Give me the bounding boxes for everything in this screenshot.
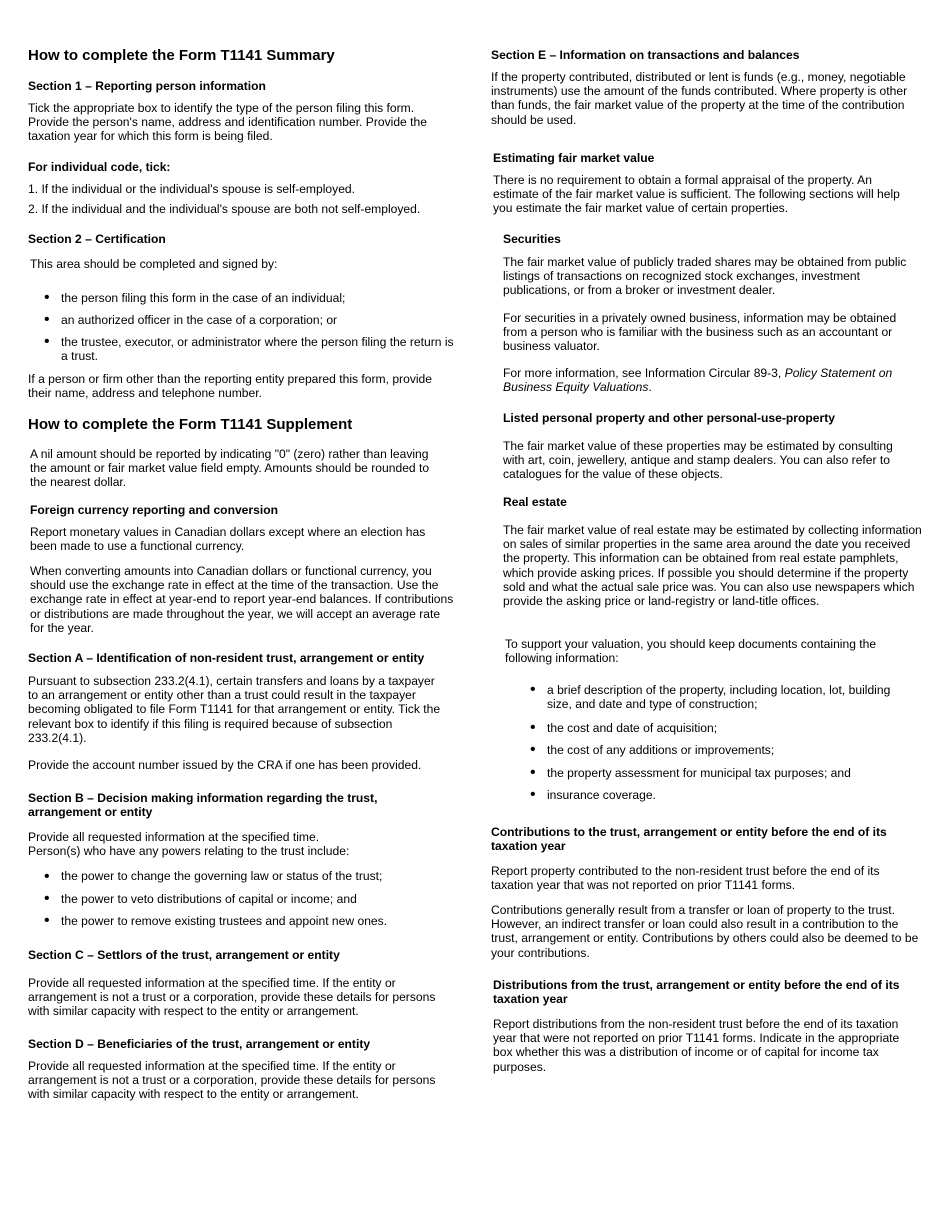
section-2-preparer-note: If a person or firm other than the reporting entity prepared this form, provide their name, address and telephone number. bbox=[28, 372, 433, 401]
section-c-heading: Section C – Settlors of the trust, arrangement or entity bbox=[28, 948, 340, 962]
section-e-heading: Section E – Information on transactions and balances bbox=[491, 48, 800, 62]
fair-market-value-text: There is no requirement to obtain a formal appraisal of the property. An estimate of the fair market value is sufficient. The following sections will help you estimate the fair market value of certain properties. bbox=[493, 173, 900, 216]
section-e-text: If the property contributed, distributed or lent is funds (e.g., money, negotiable instruments) use the amount of the funds contributed. Where property is other than funds, the fair market value of the property at the time of the contribution should be used. bbox=[491, 70, 908, 127]
fair-market-value-heading: Estimating fair market value bbox=[493, 151, 655, 165]
distributions-text: Report distributions from the non-resident trust before the end of its taxation year that were not reported on prior T1141 forms. Indicate in the appropriate box whether this was a distribution of income or of capital for income tax purposes. bbox=[493, 1017, 900, 1074]
section-b-p1-line1: Provide all requested information at the specified time. bbox=[28, 830, 320, 844]
bullet: • bbox=[44, 890, 50, 907]
securities-p3 bbox=[503, 366, 913, 394]
bullet: • bbox=[44, 289, 50, 306]
individual-code-1: 1. If the individual or the individual's spouse is self-employed. bbox=[28, 182, 356, 196]
foreign-currency-p2: When converting amounts into Canadian dollars or functional currency, you should use the exchange rate in effect at the time of the transaction. Use the exchange rate in effect at year-end to report year-end balances. If contributions or distributions are made throughout the year, we will accept an average rate for the year. bbox=[30, 564, 454, 635]
bullet: • bbox=[44, 868, 50, 885]
foreign-currency-heading: Foreign currency reporting and conversion bbox=[30, 503, 278, 517]
real-estate-support-note: To support your valuation, you should keep documents containing the following information: bbox=[505, 637, 877, 666]
individual-code-2: 2. If the individual and the individual's spouse are both not self-employed. bbox=[28, 202, 421, 216]
section-2-heading: Section 2 – Certification bbox=[28, 232, 166, 246]
section-a-p2: Provide the account number issued by the CRA if one has been provided. bbox=[28, 758, 422, 772]
section-a-heading: Section A – Identification of non-resident trust, arrangement or entity bbox=[28, 651, 425, 665]
bullet: • bbox=[44, 333, 50, 350]
bullet: • bbox=[44, 311, 50, 328]
section-2-bullet-2: an authorized officer in the case of a corporation; or bbox=[61, 313, 338, 327]
distributions-heading: Distributions from the trust, arrangement or entity before the end of its taxation year bbox=[493, 978, 900, 1007]
supplement-intro: A nil amount should be reported by indicating "0" (zero) rather than leaving the amount or fair market value field empty. Amounts should be rounded to the nearest dollar. bbox=[30, 447, 430, 490]
bullet: • bbox=[530, 719, 536, 736]
section-a-p1: Pursuant to subsection 233.2(4.1), certain transfers and loans by a taxpayer to an arrangement or entity other than a trust could result in the taxpayer becoming obligated to file Form T1141 for that arrangement or entity. Tick the relevant box to identify if this filing is required because of subsection 233.2(4.1). bbox=[28, 674, 441, 745]
listed-personal-property-heading: Listed personal property and other personal-use-property bbox=[503, 411, 835, 425]
contributions-p2: Contributions generally result from a transfer or loan of property to the trust. However, an indirect transfer or loan could also result in a contribution to the trust, arrangement or entity. Contributions by others could also be deemed to be your contributions. bbox=[491, 903, 919, 960]
securities-p2: For securities in a privately owned business, information may be obtained from a person who is familiar with the business such as an accountant or business valuator. bbox=[503, 311, 897, 354]
real-estate-bullet-3: the cost of any additions or improvements; bbox=[547, 743, 775, 757]
bullet: • bbox=[530, 681, 536, 698]
real-estate-bullet-4: the property assessment for municipal tax purposes; and bbox=[547, 766, 851, 780]
securities-heading: Securities bbox=[503, 232, 561, 246]
section-b-bullet-1: the power to change the governing law or status of the trust; bbox=[61, 869, 383, 883]
listed-personal-property-text: The fair market value of these properties may be estimated by consulting with art, coin, jewellery, antique and stamp dealers. You can also refer to catalogues for the value of these objects. bbox=[503, 439, 893, 482]
bullet: • bbox=[530, 741, 536, 758]
bullet: • bbox=[530, 786, 536, 803]
section-d-heading: Section D – Beneficiaries of the trust, arrangement or entity bbox=[28, 1037, 371, 1051]
bullet: • bbox=[530, 764, 536, 781]
policy-statement-title: Policy Statement on Business Equity Valuations bbox=[503, 366, 893, 395]
real-estate-bullet-1: a brief description of the property, including location, lot, building size, and date and type of construction; bbox=[547, 683, 891, 712]
section-b-bullet-2: the power to veto distributions of capital or income; and bbox=[61, 892, 357, 906]
contributions-p1: Report property contributed to the non-resident trust before the end of its taxation year that was not reported on prior T1141 forms. bbox=[491, 864, 880, 893]
section-1-heading: Section 1 – Reporting person information bbox=[28, 79, 266, 93]
contributions-heading: Contributions to the trust, arrangement or entity before the end of its taxation year bbox=[491, 825, 887, 854]
supplement-title: How to complete the Form T1141 Supplement bbox=[28, 416, 353, 433]
real-estate-bullet-5: insurance coverage. bbox=[547, 788, 656, 802]
section-b-bullet-3: the power to remove existing trustees and appoint new ones. bbox=[61, 914, 388, 928]
real-estate-bullet-2: the cost and date of acquisition; bbox=[547, 721, 718, 735]
summary-title: How to complete the Form T1141 Summary bbox=[28, 47, 335, 64]
section-2-intro: This area should be completed and signed by: bbox=[30, 257, 278, 271]
section-b-heading: Section B – Decision making information regarding the trust, arrangement or entity bbox=[28, 791, 378, 820]
bullet: • bbox=[44, 912, 50, 929]
real-estate-text: The fair market value of real estate may be estimated by collecting information on sales of similar properties in the same area around the date you received the property. This information can be obtained from real estate pamphlets, which provide asking prices. If possible you should determine if the property sold and what the actual sale price was. You can also use newspapers which provide the asking price or land-registry or land-title offices. bbox=[503, 523, 922, 609]
section-2-bullet-3: the trustee, executor, or administrator where the person filing the return is a trust. bbox=[61, 335, 454, 364]
securities-p3-end: . bbox=[648, 380, 652, 395]
real-estate-heading: Real estate bbox=[503, 495, 567, 509]
section-b-p1-line2: Person(s) who have any powers relating to the trust include: bbox=[28, 844, 350, 858]
section-1-text: Tick the appropriate box to identify the type of the person filing this form. Provide the person's name, address and identification number. Provide the taxation year for which this form is being filed. bbox=[28, 101, 427, 144]
section-d-text: Provide all requested information at the specified time. If the entity or arrangement is not a trust or a corporation, provide these details for persons with similar capacity with respect to the entity or arrangement. bbox=[28, 1059, 436, 1102]
securities-p3-text: For more information, see Information Circular 89-3, bbox=[503, 366, 785, 380]
section-c-text: Provide all requested information at the specified time. If the entity or arrangement is not a trust or a corporation, provide these details for persons with similar capacity with respect to the entity or arrangement. bbox=[28, 976, 436, 1019]
securities-p1: The fair market value of publicly traded shares may be obtained from public listings of transactions on recognized stock exchanges, investment publications, or from a broker or investment dealer. bbox=[503, 255, 907, 298]
foreign-currency-p1: Report monetary values in Canadian dollars except where an election has been made to use a functional currency. bbox=[30, 525, 426, 554]
section-2-bullet-1: the person filing this form in the case of an individual; bbox=[61, 291, 346, 305]
individual-code-heading: For individual code, tick: bbox=[28, 160, 171, 174]
